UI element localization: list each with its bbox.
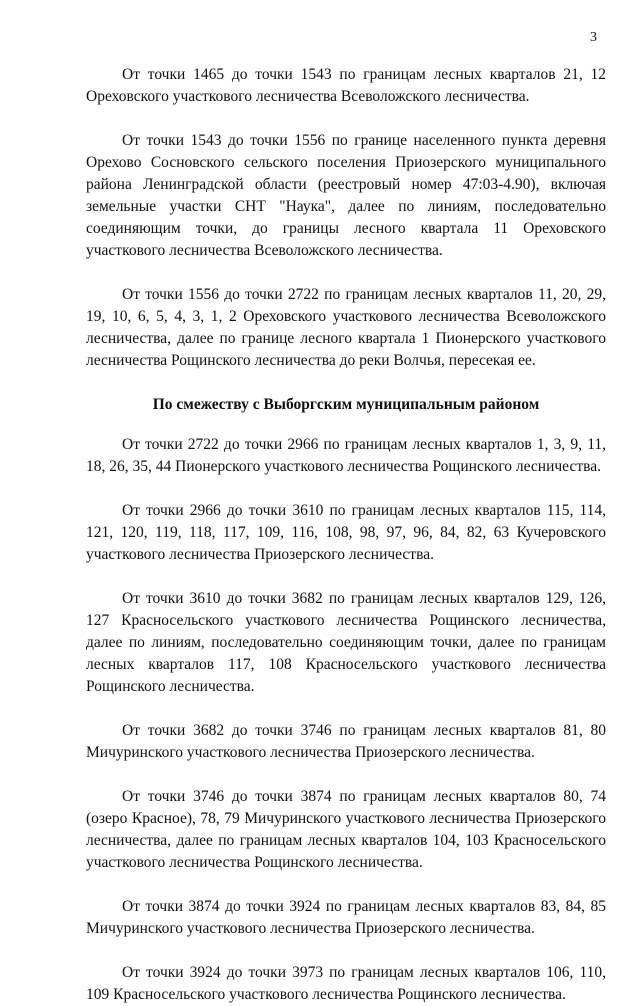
boundary-paragraph: От точки 1543 до точки 1556 по границе населенного пункта деревня Орехово Сосновского сельского поселения Приозерского муниципального района Ленинградской области (реестровый номер 47:03-4.90), включая земельные участки СНТ "Наука", далее по линиям, последовательно соединяющим точки, до границы лесного квартала 11 Ореховского участкового лесничества Всеволожского лесничества. — [86, 132, 606, 259]
boundary-paragraph: От точки 3610 до точки 3682 по границам лесных кварталов 129, 126, 127 Красносельского участкового лесничества Рощинского лесничества, далее по линиям, последовательно соединяющим точки, далее по границам лесных кварталов 117, 108 Красносельского участкового лесничества Рощинского лесничества. — [86, 590, 606, 695]
boundary-paragraph: От точки 3924 до точки 3973 по границам лесных кварталов 106, 110, 109 Красносельского участкового лесничества Рощинского лесничества. — [86, 964, 606, 1003]
boundary-paragraph: От точки 2722 до точки 2966 по границам лесных кварталов 1, 3, 9, 11, 18, 26, 35, 44 Пионерского участкового лесничества Рощинского лесничества. — [86, 436, 606, 475]
page-number: 3 — [590, 30, 597, 45]
section-heading: По смежеству с Выборгским муниципальным районом — [152, 396, 540, 413]
boundary-paragraph: От точки 2966 до точки 3610 по границам лесных кварталов 115, 114, 121, 120, 119, 118, 117, 109, 116, 108, 98, 97, 96, 84, 82, 63 Кучеровского участкового лесничества Приозерского лесничества. — [86, 502, 606, 563]
boundary-paragraph: От точки 1556 до точки 2722 по границам лесных кварталов 11, 20, 29, 19, 10, 6, 5, 4, 3, 1, 2 Ореховского участкового лесничества Всеволожского лесничества, далее по границе лесного квартала 1 Пионерского участкового лесничества Рощинского лесничества до реки Волчья, пересекая ее. — [86, 286, 606, 369]
boundary-paragraph: От точки 3874 до точки 3924 по границам лесных кварталов 83, 84, 85 Мичуринского участкового лесничества Приозерского лесничества. — [86, 898, 606, 937]
boundary-paragraph: От точки 3746 до точки 3874 по границам лесных кварталов 80, 74 (озеро Красное), 78, 79 Мичуринского участкового лесничества Приозерского лесничества, далее по границам лесных кварталов 104, 103 Красносельского участкового лесничества Рощинского лесничества. — [86, 788, 606, 871]
boundary-paragraph: От точки 3682 до точки 3746 по границам лесных кварталов 81, 80 Мичуринского участкового лесничества Приозерского лесничества. — [86, 722, 606, 761]
boundary-paragraph: От точки 1465 до точки 1543 по границам лесных кварталов 21, 12 Ореховского участкового лесничества Всеволожского лесничества. — [86, 66, 606, 105]
document-body — [86, 64, 606, 1006]
